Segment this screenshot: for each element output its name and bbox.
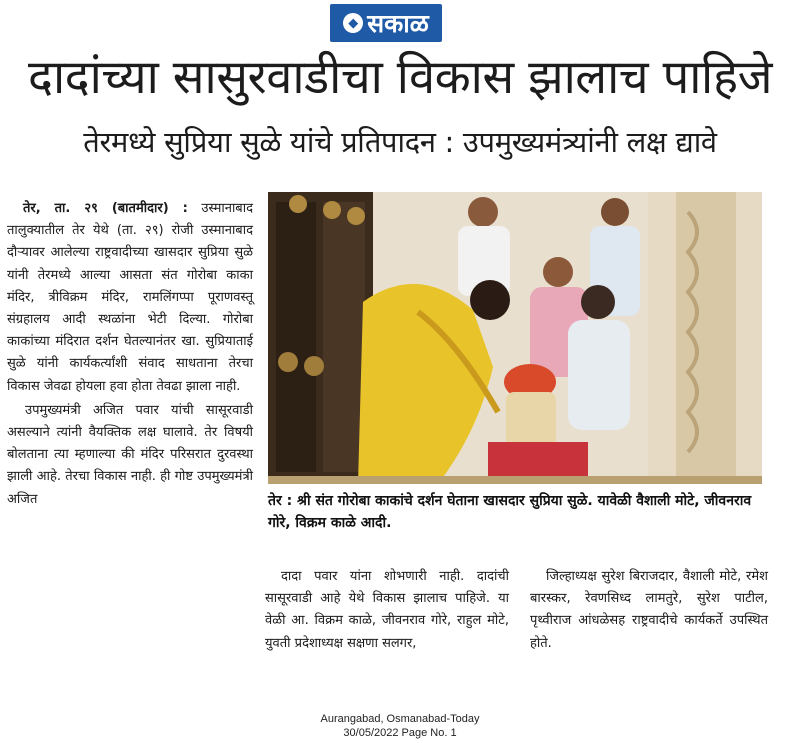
- article-paragraph-1: [7, 198, 253, 398]
- news-photo-illustration: [268, 192, 762, 484]
- article-paragraph-3: दादा पवार यांना शोभणारी नाही. दादांची सासूरवाडी आहे येथे विकास झालाच पाहिजे. या वेळी आ. विक्रम काळे, जीवनराव गोरे, राहुल मोटे, युवती प्रदेशाध्यक्ष सक्षणा सलगर,: [265, 569, 509, 651]
- article-column-1: [7, 198, 253, 513]
- article-paragraph-2: उपमुख्यमंत्री अजित पवार यांची सासूरवाडी असल्याने त्यांनी वैयक्तिक लक्ष घालावे. तेर विषयी बोलताना त्या म्हणाल्या की मंदिर परिसरात दुरवस्था झाली आहे. तेरचा विकास नाही. ही गोष्ट उपमुख्यमंत्री अजित: [7, 402, 253, 507]
- edition-date-page: 30/05/2022 Page No. 1: [343, 727, 457, 739]
- headline: दादांच्या सासुरवाडीचा विकास झालाच पाहिजे: [28, 50, 772, 105]
- news-photo: [268, 192, 762, 484]
- article-column-2: [265, 566, 509, 657]
- logo-emblem-icon: ◆: [343, 13, 363, 33]
- photo-caption: तेर : श्री संत गोरोबा काकांचे दर्शन घेताना खासदार सुप्रिया सुळे. यावेळी वैशाली मोटे, जीवनराव गोरे, विक्रम काळे आदी.: [268, 493, 752, 531]
- article-paragraph-1-text: उस्मानाबाद तालुक्यातील तेर येथे (ता. २९) रोजी उस्मानाबाद दौऱ्यावर आलेल्या राष्ट्रवादीच्या खासदार सुप्रिया सुळे यांनी तेरमध्ये आल्या आसता संत गोरोबा काका मंदिर, त्रीविक्रम मंदिर, रामलिंगप्पा पूराणवस्तू संग्रहालय आदी स्थळांना भेटी दिल्या. गोरोबा काकांच्या मंदिरात दर्शन घेतल्यानंतर खा. सुप्रियाताई सुळे यांनी कार्यकर्त्यांशी संवाद साधताना तेरचा विकास जेवढा होयला हवा होता तेवढा झाला नाही.: [7, 201, 254, 394]
- dateline: तेर, ता. २९ (बातमीदार) :: [23, 201, 188, 216]
- edition-name: Aurangabad, Osmanabad-Today: [320, 713, 480, 725]
- masthead-logo: [330, 4, 442, 42]
- article-column-3: [530, 566, 768, 657]
- masthead-name: सकाळ: [367, 8, 429, 38]
- subheadline: तेरमध्ये सुप्रिया सुळे यांचे प्रतिपादन : उपमुख्यमंत्र्यांनी लक्ष द्यावे: [83, 125, 717, 159]
- article-paragraph-4: जिल्हाध्यक्ष सुरेश बिराजदार, वैशाली मोटे, रमेश बारस्कर, रेवणसिध्द लामतुरे, सुरेश पाटील, पृथ्वीराज आंधळेसह राष्ट्रवादीचे कार्यकर्ते उपस्थित होते.: [530, 569, 768, 651]
- page-footer: [0, 712, 800, 740]
